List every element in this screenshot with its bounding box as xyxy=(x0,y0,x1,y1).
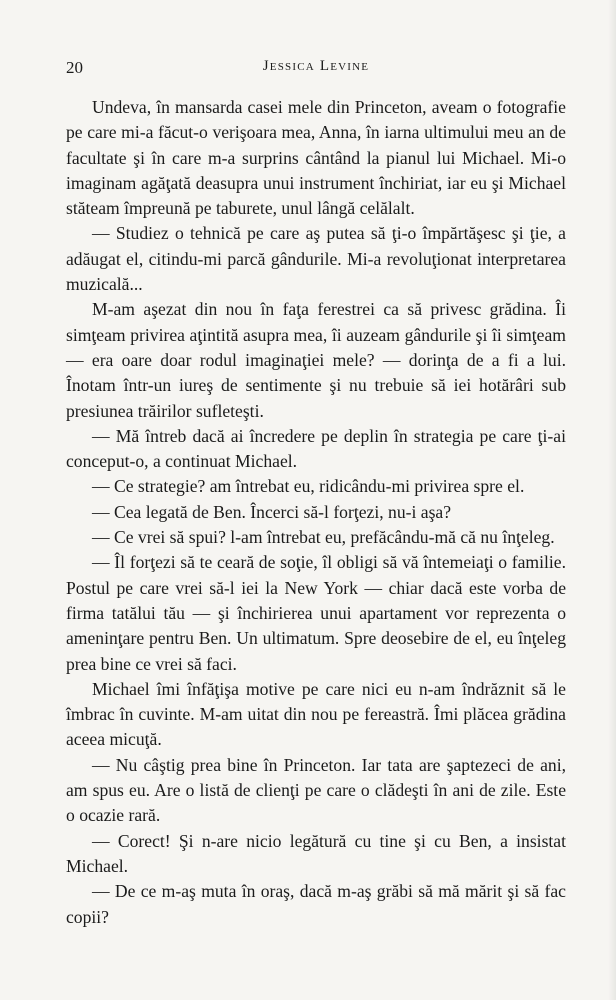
paragraph: — De ce m-aş muta în oraş, dacă m-aş grăbi să mă mărit şi să fac copii? xyxy=(66,881,566,927)
paragraph: — Ce strategie? am întrebat eu, ridicându-mi privirea spre el. xyxy=(92,476,525,497)
paragraph: — Corect! Şi n-are nicio legătură cu tine şi cu Ben, a insistat Michael. xyxy=(66,830,566,876)
paragraph: — Cea legată de Ben. Încerci să-l forţezi, nu-i aşa? xyxy=(92,501,452,522)
body-text xyxy=(66,95,566,930)
running-head-author: Jessica Levine xyxy=(262,58,370,74)
page-header xyxy=(66,58,566,80)
paragraph: — Mă întreb dacă ai încredere pe deplin în strategia pe care ţi-ai conceput-o, a continuat Michael. xyxy=(66,425,566,472)
paragraph: M-am aşezat din nou în faţa ferestrei ca să privesc grădina. Îi simţeam privirea aţintită asupra mea, îi auzeam gândurile şi îi simţeam — era oare doar rodul imaginaţiei mele? — dorinţa de a fi a lui. Înotam într-un iureş de sentimente şi nu trebuie să iei hotărâri sub presiunea trăirilor sufleteşti. xyxy=(66,299,566,421)
paragraph: Michael îmi înfăţişa motive pe care nici eu n-am îndrăznit să le îmbrac în cuvinte. M-am uitat din nou pe fereastră. Îmi plăcea grădina aceea micuţă. xyxy=(66,678,566,750)
paragraph: — Îl forţezi să te ceară de soţie, îl obligi să vă întemeiaţi o familie. Postul pe care vrei să-l iei la New York — chiar dacă este vorba de firma tatălui tău — şi închirierea unui apartament vor reprezenta o ameninţare pentru Ben. Un ultimatum. Spre deosebire de el, eu înţeleg prea bine ce vrei să faci. xyxy=(66,552,566,674)
paragraph: — Nu câştig prea bine în Princeton. Iar tata are şaptezeci de ani, am spus eu. Are o listă de clienţi pe care o clădeşti în ani de zile. Este o ocazie rară. xyxy=(66,754,566,826)
page-number: 20 xyxy=(66,58,83,77)
paragraph: — Studiez o tehnică pe care aş putea să ţi-o împărtăşesc şi ţie, a adăugat el, citindu-mi parcă gândurile. Mi-a revoluţionat interpretarea muzicală... xyxy=(66,223,566,295)
page-edge-shadow xyxy=(608,0,616,1000)
paragraph: Undeva, în mansarda casei mele din Princeton, aveam o fotografie pe care mi-a făcut-o verişoara mea, Anna, în iarna ultimului meu an de facultate şi în care m-a surprins cântând la pianul lui Michael. Mi-o imaginam agăţată deasupra unui instrument închiriat, iar eu şi Michael stăteam împreună pe taburete, unul lângă celălalt. xyxy=(66,97,566,219)
paragraph: — Ce vrei să spui? l-am întrebat eu, prefăcându-mă că nu înţeleg. xyxy=(92,527,555,548)
